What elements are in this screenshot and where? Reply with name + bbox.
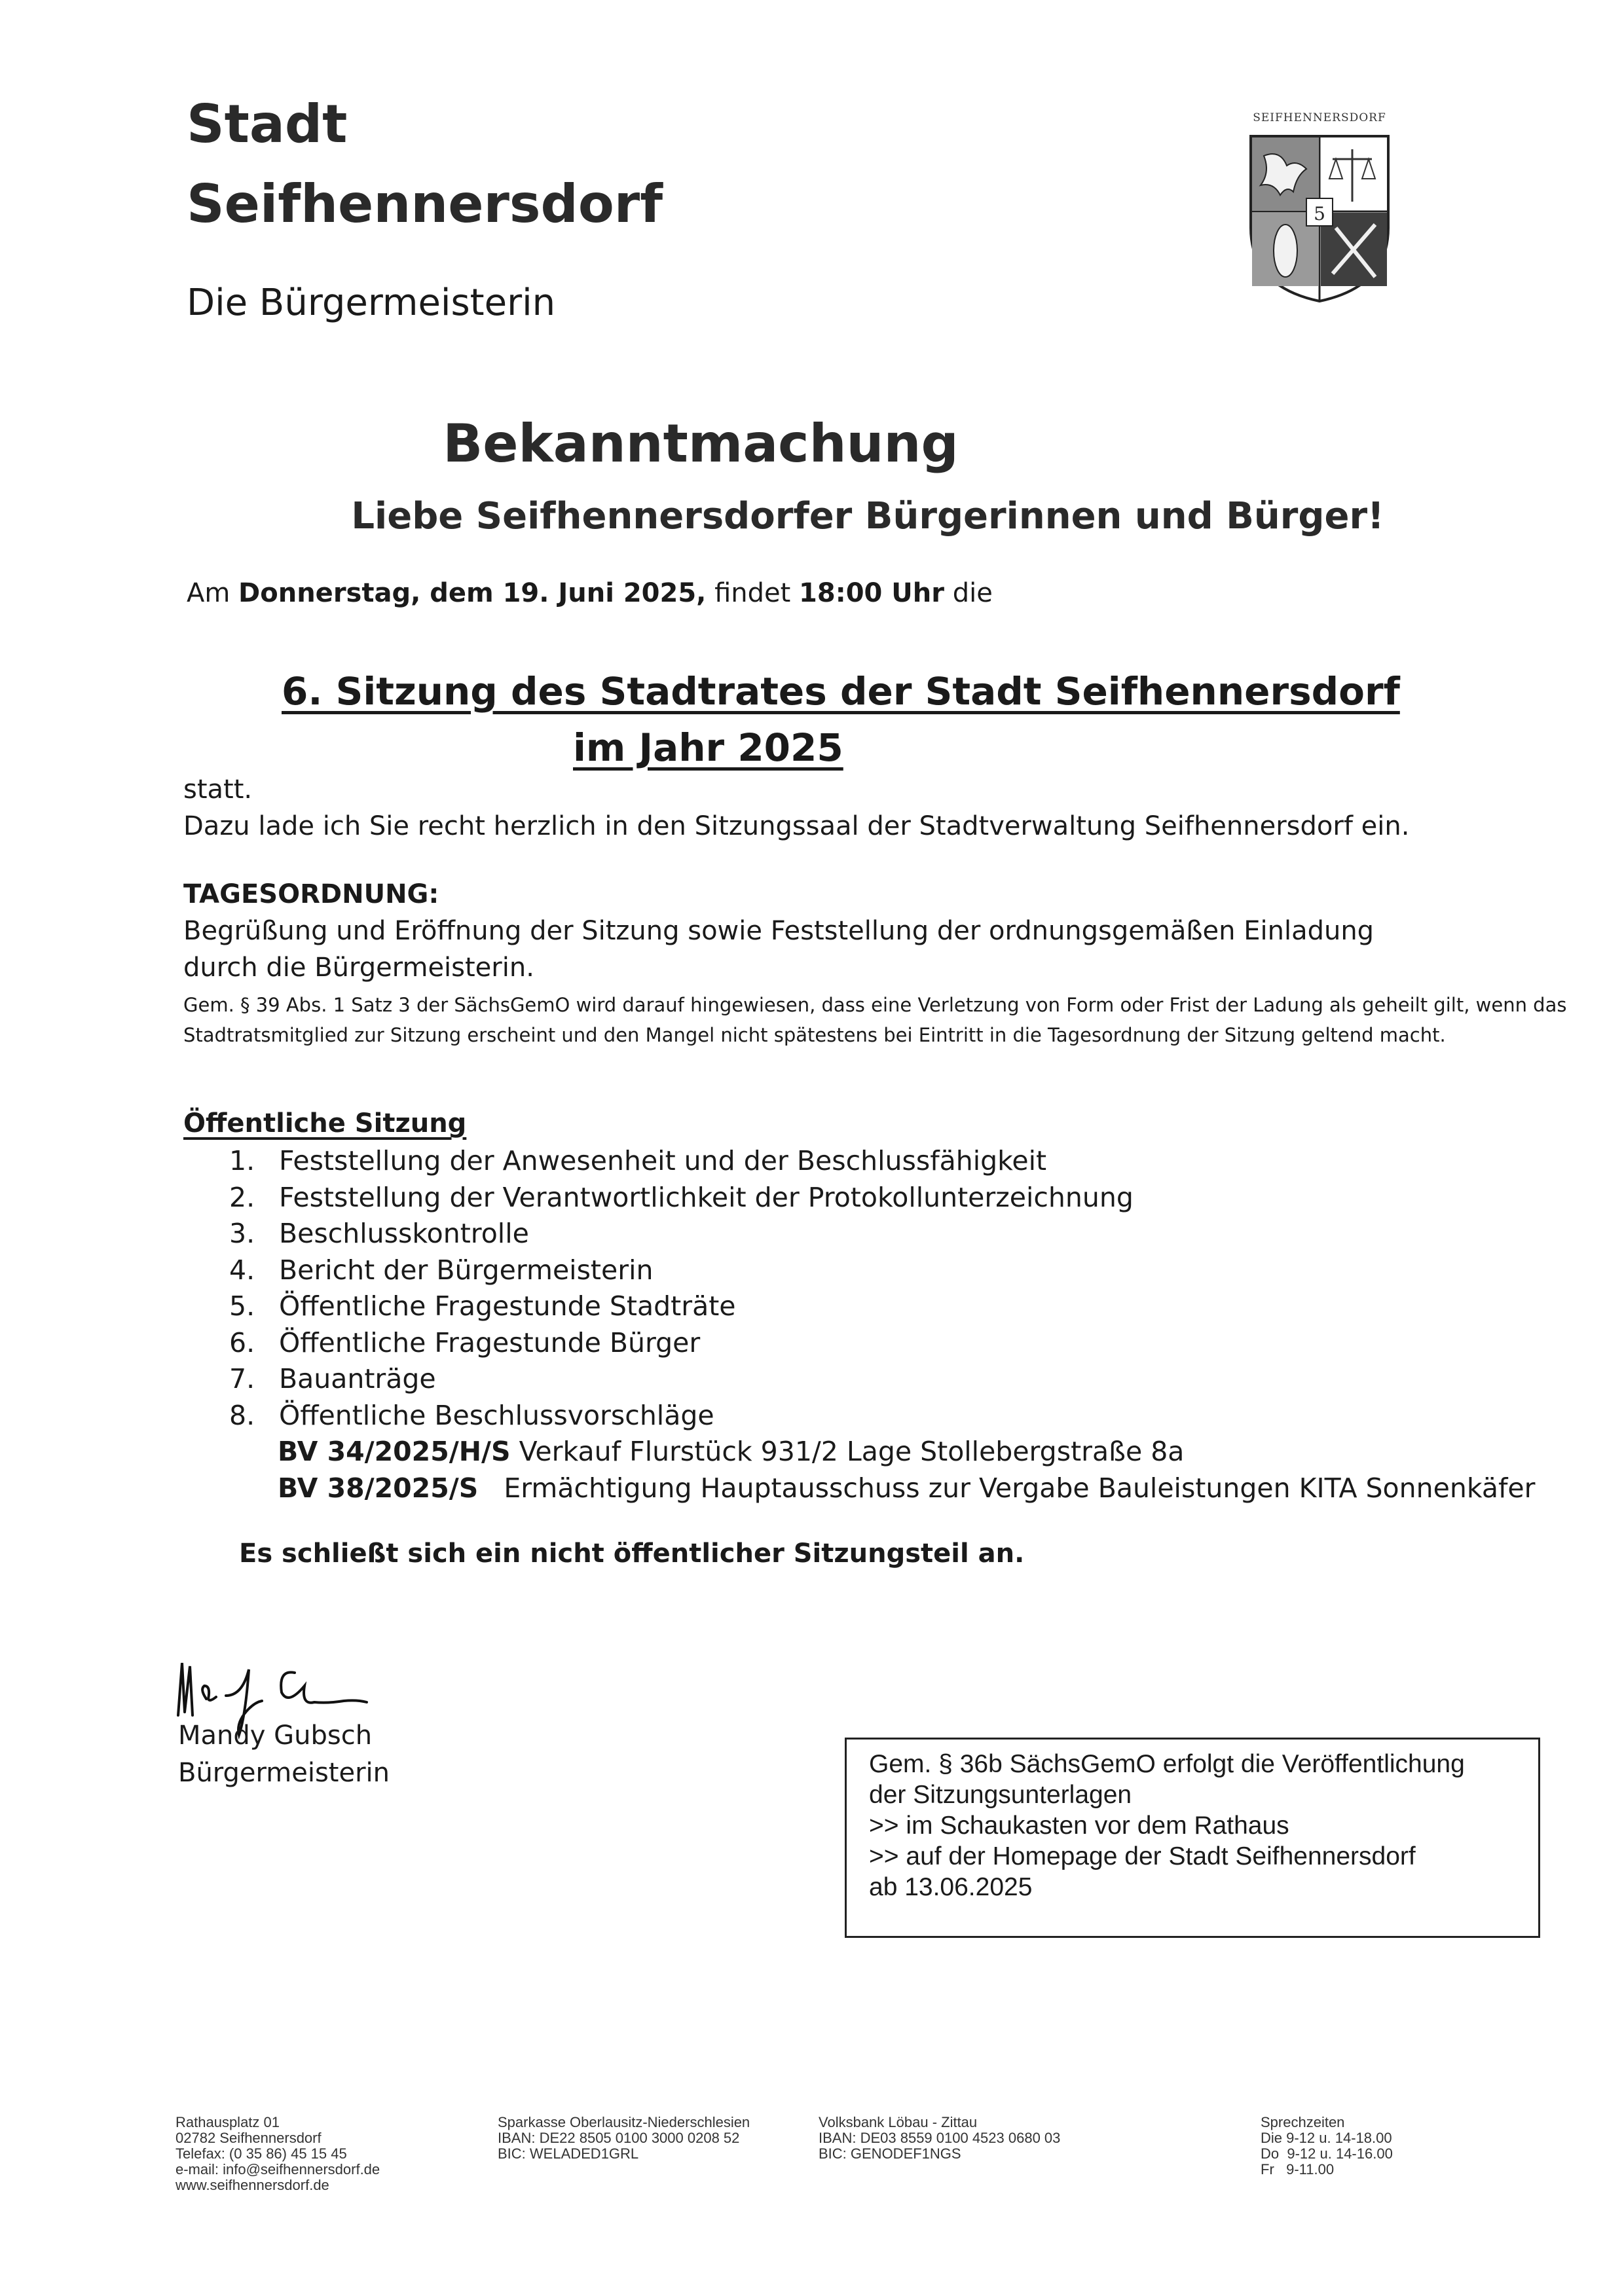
header-title-line2: Seifhennersdorf: [187, 173, 663, 234]
footer-line: Die 9-12 u. 14-18.00: [1261, 2130, 1392, 2146]
date-time: 18:00 Uhr: [799, 578, 944, 608]
coat-of-arms: [1241, 111, 1398, 308]
header-subtitle: Die Bürgermeisterin: [187, 282, 556, 324]
footer-line: Fr 9-11.00: [1261, 2161, 1335, 2178]
footer-bank-sparkasse: [498, 2115, 750, 2162]
agenda-item-number: 2.: [229, 1181, 255, 1213]
publication-notice-box: [845, 1738, 1540, 1938]
date-text-3: die: [944, 578, 993, 608]
legal-note: Gem. § 39 Abs. 1 Satz 3 der SächsGemO wird darauf hingewiesen, dass eine Verletzung von Form oder Frist der Ladung als geheilt gilt, wenn das Stadtratsmitglied zur Sitzung erscheint und den Mangel nicht spätestens bei Eintritt in die Tagesordnung der Sitzung geltend macht.: [183, 994, 1567, 1046]
agenda-item: [229, 1143, 1134, 1180]
closing-statement: Es schließt sich ein nicht öffentlicher Sitzungsteil an.: [239, 1539, 1025, 1569]
opening-text-line2: durch die Bürgermeisterin.: [183, 953, 534, 983]
footer-line: Do 9-12 u. 14-16.00: [1261, 2145, 1393, 2162]
agenda-item: [229, 1180, 1134, 1216]
footer-line: Sparkasse Oberlausitz-Niederschlesien: [498, 2114, 750, 2130]
date-text-2: findet: [706, 578, 800, 608]
agenda-item-text: Bericht der Bürgermeisterin: [279, 1254, 654, 1286]
crest-shield-icon: [1241, 130, 1398, 306]
greeting: Liebe Seifhennersdorfer Bürgerinnen und Bürger!: [351, 495, 1384, 538]
agenda-item: [229, 1325, 1134, 1362]
proposal-text: Ermächtigung Hauptausschuss zur Vergabe Bauleistungen KITA Sonnenkäfer: [478, 1472, 1536, 1504]
crest-caption: SEIFHENNERSDORF: [1253, 111, 1386, 124]
notice-line: >> auf der Homepage der Stadt Seifhennersdorf: [869, 1842, 1416, 1870]
notice-line: der Sitzungsunterlagen: [869, 1781, 1132, 1809]
invitation-text: Dazu lade ich Sie recht herzlich in den Sitzungssaal der Stadtverwaltung Seifhennersdorf ein.: [183, 811, 1410, 841]
agenda-item: [229, 1361, 1134, 1398]
proposal-text: Verkauf Flurstück 931/2 Lage Stollebergstraße 8a: [510, 1436, 1185, 1467]
footer-line: 02782 Seifhennersdorf: [175, 2130, 322, 2146]
footer-line: IBAN: DE03 8559 0100 4523 0680 03: [819, 2130, 1061, 2146]
footer-line: Volksbank Löbau - Zittau: [819, 2114, 978, 2130]
agenda-item-text: Feststellung der Anwesenheit und der Beschlussfähigkeit: [279, 1145, 1047, 1176]
agenda-item-text: Öffentliche Beschlussvorschläge: [279, 1399, 714, 1431]
agenda-list: [229, 1143, 1134, 1434]
agenda-item: [229, 1252, 1134, 1289]
footer-line: Telefax: (0 35 86) 45 15 45: [175, 2145, 347, 2162]
signer-name: Mandy Gubsch: [178, 1721, 373, 1751]
crest-numeral: 5: [1314, 203, 1325, 225]
date-day: Donnerstag, dem 19. Juni 2025,: [238, 578, 707, 608]
proposal-item: [278, 1470, 1536, 1507]
footer-office-hours: [1261, 2115, 1393, 2178]
footer-line: Sprechzeiten: [1261, 2114, 1345, 2130]
proposal-code: BV 38/2025/S: [278, 1472, 479, 1504]
page-title: Bekanntmachung: [443, 413, 959, 474]
agenda-item-number: 5.: [229, 1290, 255, 1322]
footer-website[interactable]: www.seifhennersdorf.de: [175, 2177, 329, 2193]
proposal-list: [278, 1434, 1536, 1506]
header-title-line1: Stadt: [187, 94, 348, 155]
notice-line: Gem. § 36b SächsGemO erfolgt die Veröffentlichung: [869, 1750, 1465, 1778]
agenda-item-text: Feststellung der Verantwortlichkeit der Protokollunterzeichnung: [279, 1181, 1134, 1213]
agenda-item-number: 6.: [229, 1326, 255, 1358]
footer-line: IBAN: DE22 8505 0100 3000 0208 52: [498, 2130, 740, 2146]
agenda-item-number: 7.: [229, 1363, 255, 1394]
session-title-line2: im Jahr 2025: [573, 725, 843, 770]
agenda-item-number: 1.: [229, 1145, 255, 1176]
agenda-item-number: 8.: [229, 1399, 255, 1431]
proposal-item: [278, 1434, 1536, 1470]
agenda-item-text: Öffentliche Fragestunde Stadträte: [279, 1290, 736, 1322]
notice-line: >> im Schaukasten vor dem Rathaus: [869, 1812, 1289, 1840]
footer-email[interactable]: e-mail: info@seifhennersdorf.de: [175, 2161, 380, 2178]
agenda-heading: TAGESORDNUNG:: [183, 879, 439, 909]
agenda-item: [229, 1288, 1134, 1325]
session-title-line1: 6. Sitzung des Stadtrates der Stadt Seifhennersdorf: [282, 669, 1400, 714]
opening-text-line1: Begrüßung und Eröffnung der Sitzung sowie Feststellung der ordnungsgemäßen Einladung: [183, 916, 1375, 946]
public-session-heading: Öffentliche Sitzung: [183, 1108, 467, 1139]
notice-line: ab 13.06.2025: [869, 1873, 1033, 1901]
footer-line: Rathausplatz 01: [175, 2114, 280, 2130]
agenda-item-text: Bauanträge: [279, 1363, 436, 1394]
agenda-item-text: Beschlusskontrolle: [279, 1218, 529, 1249]
text-statt: statt.: [183, 774, 253, 805]
footer-line: BIC: WELADED1GRL: [498, 2145, 639, 2162]
agenda-item-text: Öffentliche Fragestunde Bürger: [279, 1326, 701, 1358]
agenda-item: [229, 1216, 1134, 1252]
footer-address: [175, 2115, 380, 2193]
footer-line: BIC: GENODEF1NGS: [819, 2145, 961, 2162]
date-text-1: Am: [187, 578, 239, 608]
agenda-item-number: 4.: [229, 1254, 255, 1286]
date-line: [187, 575, 993, 611]
agenda-item-number: 3.: [229, 1218, 255, 1249]
agenda-item: [229, 1398, 1134, 1434]
footer-bank-volksbank: [819, 2115, 1060, 2162]
signer-role: Bürgermeisterin: [178, 1758, 390, 1788]
proposal-code: BV 34/2025/H/S: [278, 1436, 511, 1467]
